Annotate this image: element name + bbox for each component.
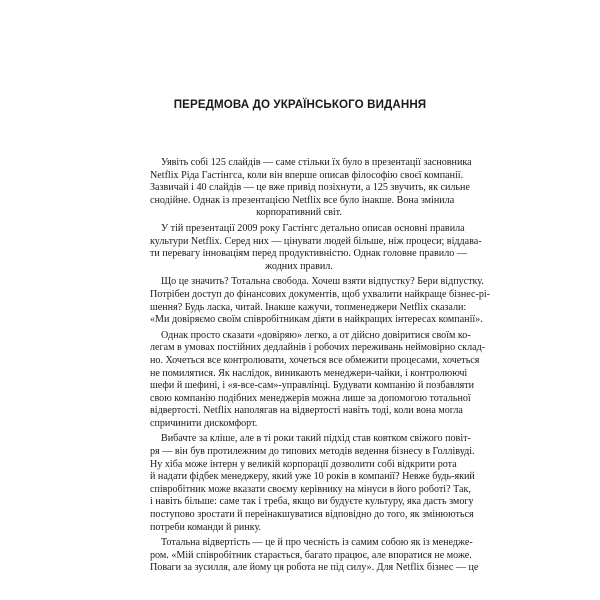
- text-line: потреби команди й ринку.: [150, 521, 262, 533]
- paragraph: [150, 433, 475, 534]
- text-line: но. Хочеться все контролювати, хочеться все обмежити процесами, хочеться: [150, 354, 480, 366]
- paragraph: [150, 537, 479, 575]
- text-line: і навіть більше: саме так і треба, якщо ви будуєте культуру, яка дасть змогу: [150, 496, 474, 508]
- text-line: корпоративний світ.: [256, 207, 342, 219]
- paragraph: [150, 329, 486, 431]
- text-line: легам в умовах постійних дедлайнів і робочих переживань неймовірно склад-: [150, 342, 486, 354]
- paragraph: [150, 276, 491, 326]
- text-line: ром. «Мій співробітник старається, багато працює, але впоратися не може.: [150, 549, 472, 561]
- text-line: «Ми довіряємо своїм співробітникам діяти в найкращих інтересах компанії».: [150, 314, 483, 326]
- text-line: жодних правил.: [265, 260, 333, 272]
- text-line: Ну хіба може інтерн у великій корпорації дозволити собі відкрити рота: [150, 458, 457, 470]
- text-line: Netflix Ріда Гастінгса, коли він вперше описав філософію своєї компанії.: [150, 169, 464, 181]
- text-line: снодійне. Однак із презентацією Netflix все було інакше. Вона змінила: [150, 194, 455, 206]
- text-line: ря — він був протилежним до типових методів ведення бізнесу в Голлівуді.: [150, 446, 475, 458]
- text-line: співробітник може вказати своєму керівнику на мінуси в його роботі? Так,: [150, 483, 471, 495]
- paragraph: [150, 222, 482, 273]
- text-line: ти перевагу інноваціям перед продуктивністю. Однак головне правило —: [150, 248, 467, 260]
- text-line: Що це значить? Тотальна свобода. Хочеш взяти відпустку? Бери відпустку.: [161, 276, 484, 288]
- text-line: Поваги за зусилля, але йому ця робота не під силу». Для Netflix бізнес — це: [150, 562, 479, 574]
- body-text: [150, 157, 491, 578]
- page-title: ПЕРЕДМОВА ДО УКРАЇНСЬКОГО ВИДАННЯ: [173, 98, 427, 111]
- text-line: Потрібен доступ до фінансових документів, щоб ухвалити найкраще бізнес-рі-: [150, 288, 491, 300]
- text-line: поступово зростати й переінакшуватися відповідно до того, як змінюються: [150, 509, 474, 521]
- text-line: й надати фідбек менеджеру, який уже 10 років в компанії? Невже будь-який: [150, 471, 475, 483]
- text-line: культури Netflix. Серед них — цінувати людей більше, ніж процеси; віддава-: [150, 235, 482, 247]
- text-line: не помилятися. Як наслідок, виникають менеджери-чайки, і контролюючі: [150, 367, 468, 379]
- text-line: Однак просто сказати «довіряю» легко, а от дійсно довіритися своїм ко-: [161, 329, 471, 341]
- text-line: відвертості. Netflix наполягав на відвертості навіть тоді, коли вона могла: [150, 405, 463, 417]
- text-line: У тій презентації 2009 року Гастінгс детально описав основні правила: [161, 222, 465, 234]
- paragraph: [150, 157, 472, 220]
- text-line: спричинити дискомфорт.: [150, 417, 258, 429]
- text-line: Зазвичай і 40 слайдів — це вже привід позіхнути, а 125 звучить, як сильне: [150, 182, 470, 194]
- text-line: Тотальна відвертість — це й про чесність із самим собою як із менедже-: [161, 537, 473, 549]
- text-line: шення? Будь ласка, читай. Інакше кажучи, топменеджери Netflix сказали:: [150, 301, 467, 313]
- text-line: Вибачте за кліше, але в ті роки такий підхід став ковтком свіжого повіт-: [161, 433, 471, 445]
- text-line: свою компанію подібних менеджерів можна лише за допомогою тотальної: [150, 392, 471, 404]
- text-line: Уявіть собі 125 слайдів — саме стільки їх було в презентації засновника: [161, 157, 472, 168]
- text-line: шефи й шефині, і «я-все-сам»-управлінці. Будувати компанію й позбавляти: [150, 380, 475, 392]
